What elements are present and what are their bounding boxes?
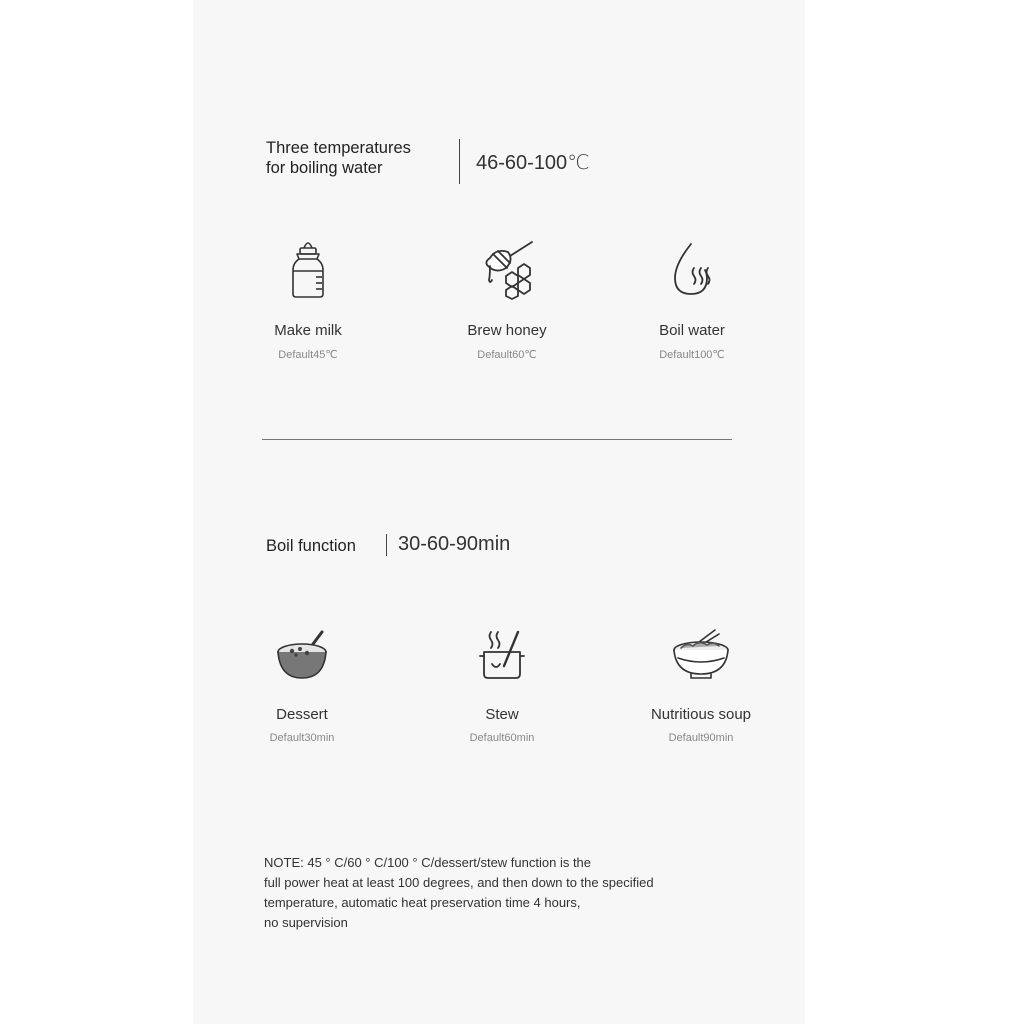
make-milk-item [228, 238, 388, 361]
stew-default: Default60min [469, 732, 535, 744]
boil-water-item [612, 238, 772, 361]
note-line4: no supervision [264, 915, 348, 930]
temperatures-heading-line2: for boiling water [266, 159, 383, 177]
stew-pot-icon [472, 628, 532, 684]
stew-item [422, 628, 582, 744]
note-line3: temperature, automatic heat preservation time 4 hours, [264, 895, 581, 910]
boil-range: 30-60-90min [398, 533, 511, 555]
water-drop-steam-icon [661, 238, 723, 300]
dessert-bowl-icon [272, 628, 332, 684]
nutritious-soup-name: Nutritious soup [650, 706, 752, 723]
temperatures-range: 46-60-100℃ [476, 152, 590, 174]
honey-dipper-icon [476, 238, 538, 300]
stew-name: Stew [485, 706, 519, 723]
temperatures-separator [459, 139, 460, 184]
note-text [264, 853, 724, 933]
boil-water-name: Boil water [659, 322, 725, 339]
boil-heading: Boil function [266, 537, 356, 555]
nutritious-soup-default: Default90min [668, 732, 734, 744]
brew-honey-item [427, 238, 587, 361]
baby-bottle-icon [284, 238, 332, 300]
temperatures-heading-line1: Three temperatures [266, 139, 411, 157]
boil-water-default: Default100℃ [659, 349, 725, 361]
make-milk-name: Make milk [274, 322, 342, 339]
nutritious-soup-item [621, 628, 781, 744]
boil-separator [386, 534, 387, 556]
note-line2: full power heat at least 100 degrees, and then down to the specified [264, 875, 654, 890]
note-line1: NOTE: 45 ° C/60 ° C/100 ° C/dessert/stew function is the [264, 855, 592, 870]
dessert-item [222, 628, 382, 744]
brew-honey-default: Default60℃ [477, 349, 537, 361]
brew-honey-name: Brew honey [467, 322, 547, 339]
temperatures-heading [266, 138, 411, 178]
section-divider [262, 439, 732, 440]
dessert-default: Default30min [269, 732, 335, 744]
make-milk-default: Default45℃ [278, 349, 338, 361]
dessert-name: Dessert [276, 706, 328, 723]
soup-bowl-icon [669, 628, 733, 684]
